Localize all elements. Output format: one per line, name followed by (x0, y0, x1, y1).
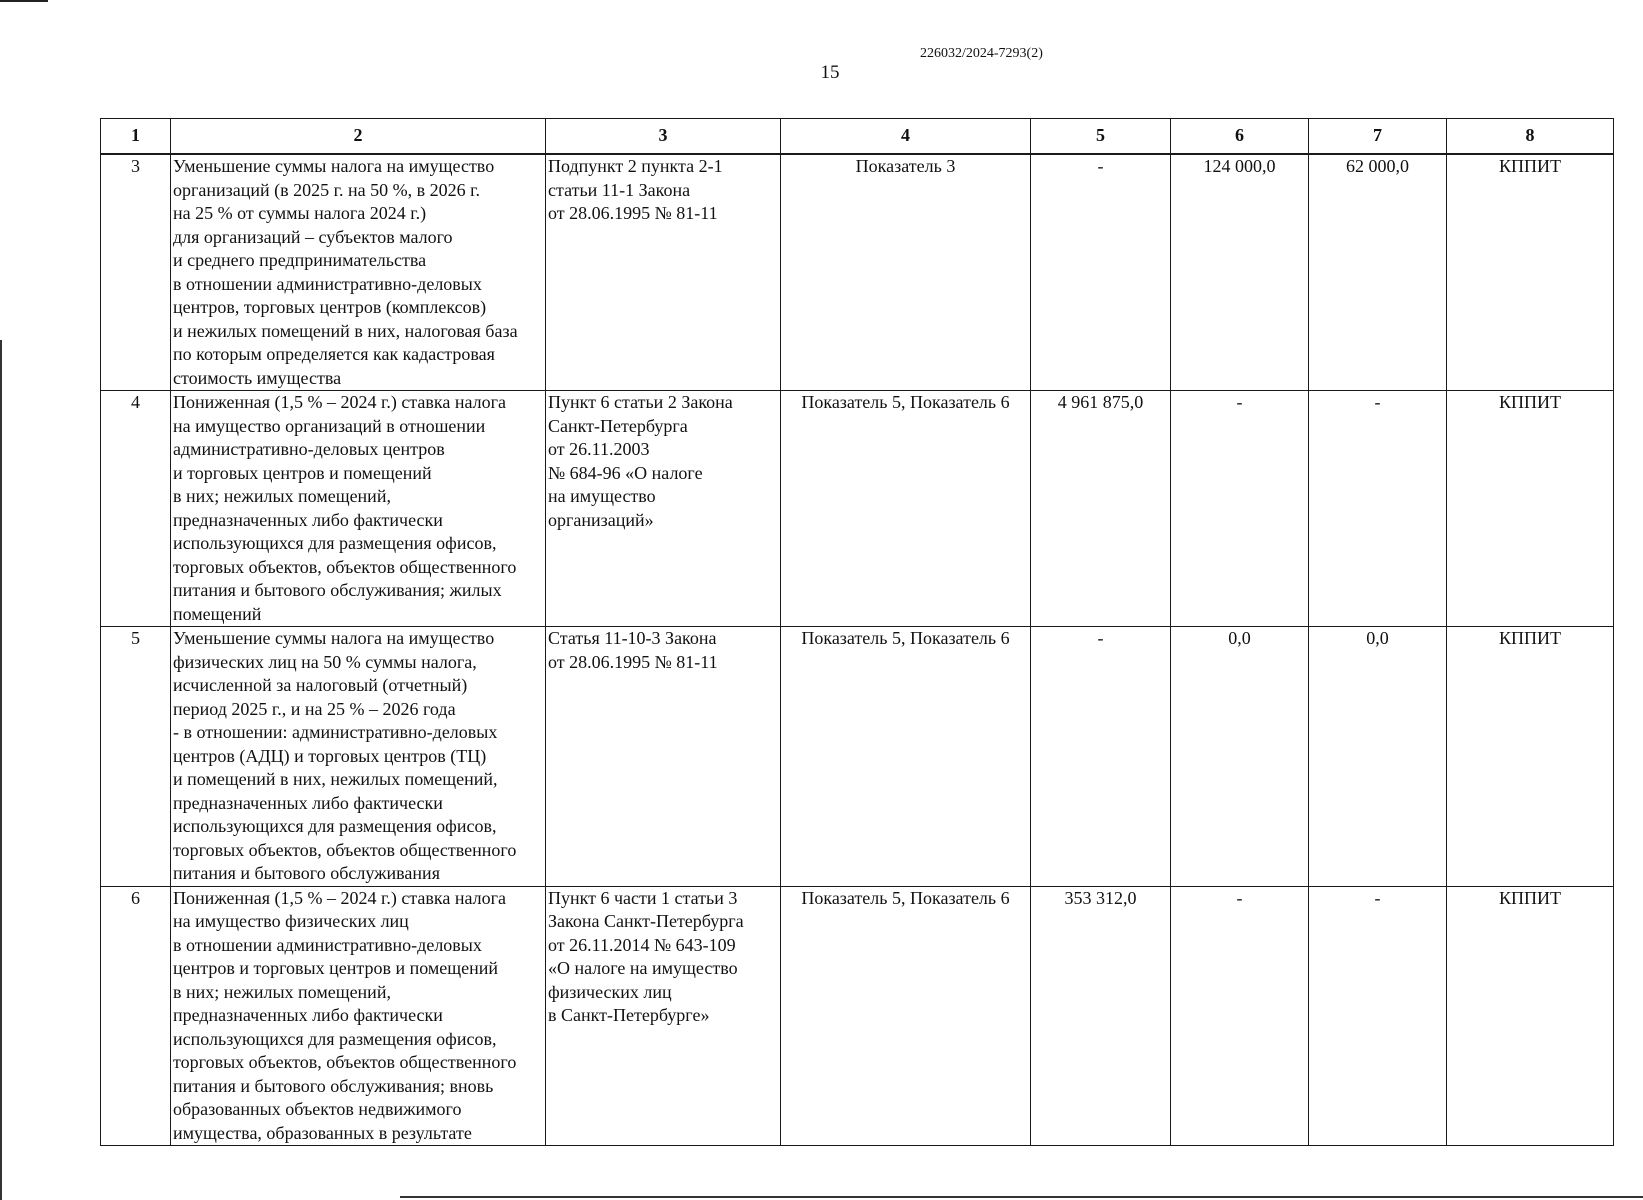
description-line: и торговых центров и помещений (173, 462, 432, 483)
description-line: помещений (173, 603, 262, 624)
description-line: исчисленной за налоговый (отчетный) (173, 675, 468, 695)
amount-col7: - (1309, 886, 1447, 1146)
description-line: Уменьшение суммы налога на имущество (173, 156, 495, 176)
curator-code: КППИТ (1447, 391, 1614, 627)
column-header: 3 (546, 119, 781, 155)
row-number: 3 (101, 154, 171, 391)
law-line: «О налоге на имущество (548, 958, 738, 978)
column-header: 7 (1309, 119, 1447, 155)
description-line: на 25 % от суммы налога 2024 г.) (173, 203, 427, 223)
description-line: питания и бытового обслуживания (173, 863, 440, 883)
description-line: и нежилых помещений в них, налоговая база (173, 320, 518, 341)
description-line: в отношении административно-деловых (173, 273, 482, 294)
indicator: Показатель 5, Показатель 6 (781, 391, 1031, 627)
description-line: на имущество организаций в отношении (173, 415, 486, 436)
table-header-row (101, 119, 1614, 155)
benefit-description (171, 886, 546, 1146)
description-line: Пониженная (1,5 % – 2024 г.) ставка налога (173, 392, 506, 412)
amount-col5: - (1031, 154, 1171, 391)
curator-code: КППИТ (1447, 886, 1614, 1146)
scan-edge-mark-top (0, 0, 48, 2)
law-line: № 684-96 «О налоге (548, 462, 703, 483)
legal-basis (546, 391, 781, 627)
scan-edge-mark-left (0, 340, 2, 1200)
row-number: 4 (101, 391, 171, 627)
column-header: 8 (1447, 119, 1614, 155)
row-number: 5 (101, 627, 171, 887)
description-line: административно-деловых центров (173, 439, 445, 459)
curator-code: КППИТ (1447, 627, 1614, 887)
description-line: торговых объектов, объектов общественного (173, 1052, 517, 1072)
amount-col7: 62 000,0 (1309, 154, 1447, 391)
description-line: и среднего предпринимательства (173, 250, 427, 270)
description-line: стоимость имущества (173, 367, 342, 388)
amount-col7: 0,0 (1309, 627, 1447, 887)
description-line: организаций (в 2025 г. на 50 %, в 2026 г. (173, 179, 480, 200)
benefit-description (171, 154, 546, 391)
amount-col6: 0,0 (1171, 627, 1309, 887)
description-line: использующихся для размещения офисов, (173, 816, 497, 836)
law-line: от 28.06.1995 № 81-11 (548, 651, 718, 672)
law-line: от 26.11.2014 № 643-109 (548, 934, 736, 955)
description-line: Уменьшение суммы налога на имущество (173, 628, 495, 648)
table-row (101, 154, 1614, 391)
description-line: в них; нежилых помещений, (173, 981, 391, 1002)
table-row (101, 627, 1614, 887)
bottom-rule (400, 1196, 1643, 1198)
law-line: Пункт 6 части 1 статьи 3 (548, 887, 738, 908)
indicator: Показатель 5, Показатель 6 (781, 886, 1031, 1146)
description-line: и помещений в них, нежилых помещений, (173, 769, 498, 789)
description-line: для организаций – субъектов малого (173, 226, 453, 247)
description-line: предназначенных либо фактически (173, 792, 443, 813)
description-line: центров и торговых центров и помещений (173, 958, 499, 978)
amount-col5: 4 961 875,0 (1031, 391, 1171, 627)
document-number: 226032/2024-7293(2) (920, 46, 1043, 61)
law-line: Пункт 6 статьи 2 Закона (548, 392, 733, 412)
description-line: образованных объектов недвижимого (173, 1099, 462, 1119)
description-line: по которым определяется как кадастровая (173, 344, 495, 364)
law-line: физических лиц (548, 981, 672, 1002)
description-line: в них; нежилых помещений, (173, 486, 391, 506)
law-line: организаций» (548, 509, 654, 530)
law-line: Статья 11-10-3 Закона (548, 628, 717, 648)
description-line: торговых объектов, объектов общественного (173, 839, 517, 860)
law-line: Закона Санкт-Петербурга (548, 911, 744, 931)
amount-col6: - (1171, 391, 1309, 627)
law-line: в Санкт-Петербурге» (548, 1005, 710, 1025)
amount-col6: - (1171, 886, 1309, 1146)
law-line: от 26.11.2003 (548, 439, 650, 459)
description-line: использующихся для размещения офисов, (173, 1028, 497, 1049)
description-line: использующихся для размещения офисов, (173, 533, 497, 553)
benefit-description (171, 627, 546, 887)
column-header: 5 (1031, 119, 1171, 155)
column-header: 6 (1171, 119, 1309, 155)
table-row (101, 886, 1614, 1146)
amount-col7: - (1309, 391, 1447, 627)
description-line: питания и бытового обслуживания; жилых (173, 580, 502, 600)
legal-basis (546, 154, 781, 391)
indicator: Показатель 5, Показатель 6 (781, 627, 1031, 887)
column-header: 2 (171, 119, 546, 155)
amount-col5: 353 312,0 (1031, 886, 1171, 1146)
law-line: от 28.06.1995 № 81-11 (548, 203, 718, 223)
benefit-description (171, 391, 546, 627)
law-line: Подпункт 2 пункта 2-1 (548, 156, 723, 176)
description-line: предназначенных либо фактически (173, 1005, 443, 1025)
description-line: торговых объектов, объектов общественного (173, 556, 517, 577)
description-line: на имущество физических лиц (173, 911, 409, 931)
law-line: на имущество (548, 486, 656, 506)
law-line: статьи 11-1 Закона (548, 179, 691, 200)
tax-benefits-table (100, 118, 1614, 1146)
description-line: имущества, образованных в результате (173, 1122, 472, 1143)
legal-basis (546, 627, 781, 887)
legal-basis (546, 886, 781, 1146)
column-header: 1 (101, 119, 171, 155)
amount-col6: 124 000,0 (1171, 154, 1309, 391)
description-line: предназначенных либо фактически (173, 509, 443, 530)
page-number: 15 (820, 62, 840, 83)
description-line: в отношении административно-деловых (173, 934, 482, 955)
row-number: 6 (101, 886, 171, 1146)
column-header: 4 (781, 119, 1031, 155)
description-line: физических лиц на 50 % суммы налога, (173, 651, 477, 672)
curator-code: КППИТ (1447, 154, 1614, 391)
indicator: Показатель 3 (781, 154, 1031, 391)
description-line: - в отношении: административно-деловых (173, 722, 498, 742)
description-line: центров, торговых центров (комплексов) (173, 297, 487, 317)
law-line: Санкт-Петербурга (548, 415, 688, 436)
description-line: питания и бытового обслуживания; вновь (173, 1075, 494, 1096)
table-row (101, 391, 1614, 627)
description-line: центров (АДЦ) и торговых центров (ТЦ) (173, 745, 487, 766)
description-line: период 2025 г., и на 25 % – 2026 года (173, 698, 456, 719)
description-line: Пониженная (1,5 % – 2024 г.) ставка налога (173, 887, 506, 908)
amount-col5: - (1031, 627, 1171, 887)
